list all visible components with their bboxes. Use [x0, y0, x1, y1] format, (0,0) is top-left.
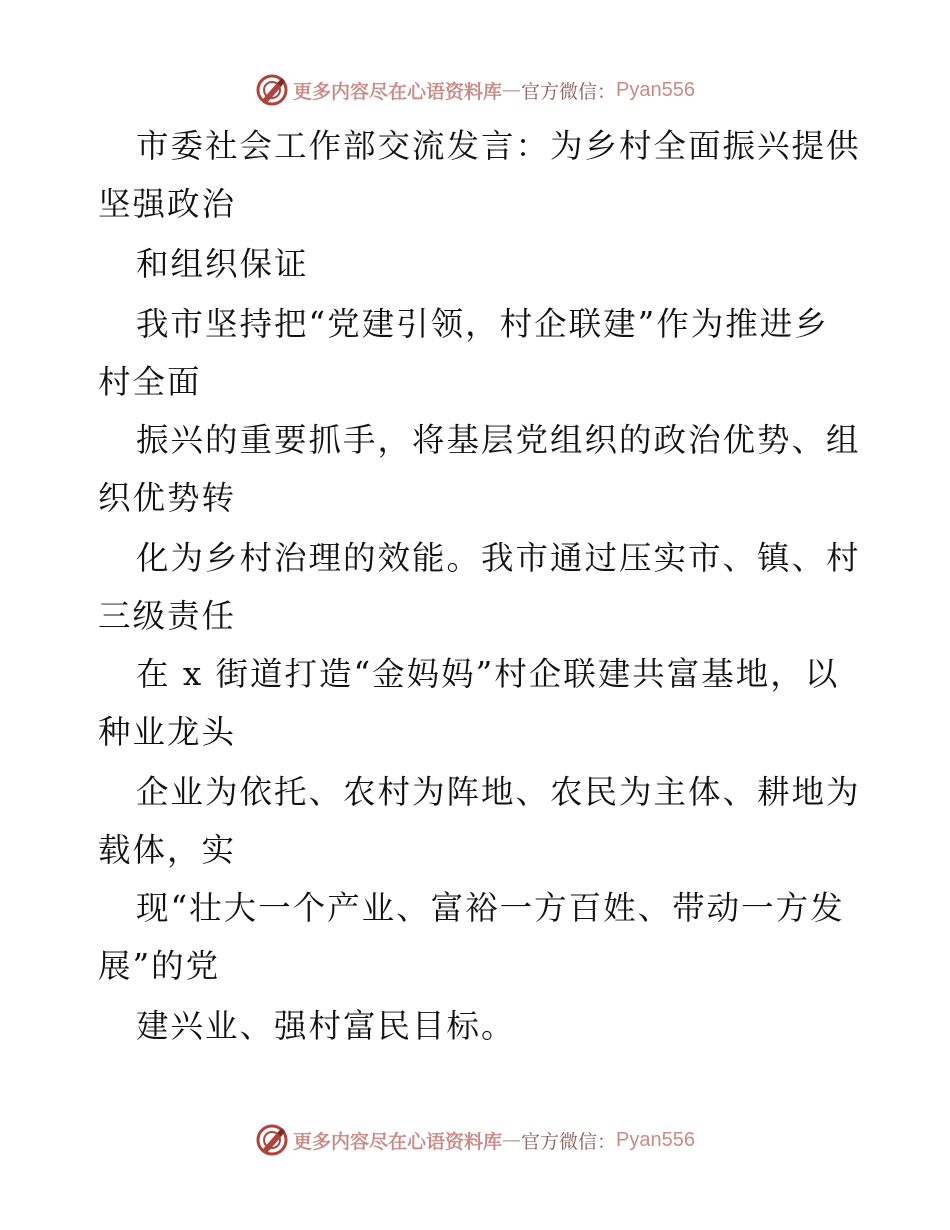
- text-line: 村全面: [98, 363, 202, 401]
- text-line: 织优势转: [98, 479, 237, 517]
- watermark-wechat-id: Pyan556: [616, 78, 695, 101]
- watermark-separator: —: [502, 1129, 522, 1151]
- text-line: 坚强政治: [98, 185, 237, 223]
- text-line: 市委社会工作部交流发言：为乡村全面振兴提供: [136, 127, 861, 165]
- watermark-separator: —: [502, 79, 522, 101]
- watermark-main-text: 更多内容尽在心语资料库: [293, 1130, 503, 1153]
- watermark-footer: [0, 1120, 950, 1160]
- text-line: 展”的党: [98, 947, 221, 985]
- text-line: 载体，实: [98, 831, 237, 869]
- text-line: 建兴业、强村富民目标。: [136, 1007, 516, 1045]
- text-line: 和组织保证: [136, 245, 309, 283]
- logo-pen-icon: [255, 73, 289, 107]
- text-line: 化为乡村治理的效能。我市通过压实市、镇、村: [136, 539, 861, 577]
- text-line: 企业为依托、农村为阵地、农民为主体、耕地为: [136, 773, 861, 811]
- watermark-main-text: 更多内容尽在心语资料库: [293, 80, 503, 103]
- watermark-wechat-id: Pyan556: [616, 1128, 695, 1151]
- text-line: 我市坚持把“党建引领，村企联建”作为推进乡: [136, 305, 829, 343]
- watermark-header: [0, 70, 950, 110]
- text-line: 三级责任: [98, 597, 237, 635]
- logo-pen-icon: [255, 1123, 289, 1157]
- text-line: 种业龙头: [98, 713, 237, 751]
- text-line: 在 x 街道打造“金妈妈”村企联建共富基地，以: [136, 655, 840, 693]
- watermark-wechat-label: 官方微信：: [521, 1130, 617, 1153]
- watermark-wechat-label: 官方微信：: [521, 80, 617, 103]
- text-line: 现“壮大一个产业、富裕一方百姓、带动一方发: [136, 889, 845, 927]
- text-line: 振兴的重要抓手，将基层党组织的政治优势、组: [136, 421, 861, 459]
